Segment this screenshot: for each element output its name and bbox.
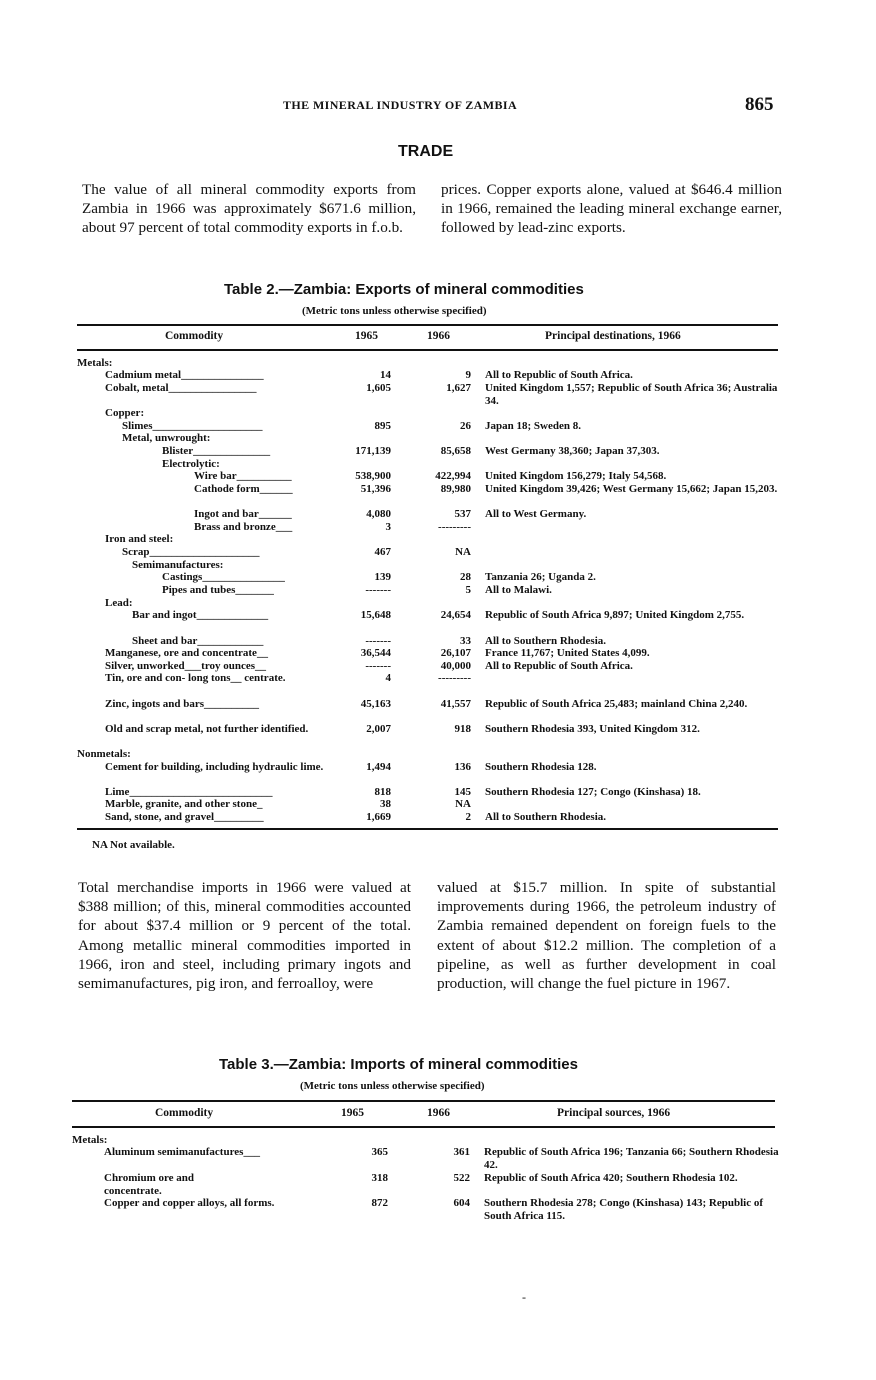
table2-top-rule [77, 324, 778, 326]
page-number: 865 [745, 94, 774, 115]
value-1965-cell: 45,163 [360, 698, 391, 710]
value-1966-cell: 41,557 [440, 698, 471, 710]
commodity-cell: Copper and copper alloys, all forms. [104, 1197, 275, 1209]
commodity-cell: Bar and ingot_____________ [132, 609, 269, 621]
value-1965-cell: 467 [374, 546, 391, 558]
commodity-cell: Cobalt, metal________________ [105, 382, 257, 394]
table2-col-1966: 1966 [427, 330, 450, 342]
table3-top-rule [72, 1100, 775, 1102]
value-1966-cell: 918 [454, 723, 471, 735]
destination-cell: Southern Rhodesia 278; Congo (Kinshasa) 143; Republic of South Africa 115. [484, 1197, 764, 1222]
destination-cell: All to Malawi. [485, 584, 552, 596]
destination-cell: Republic of South Africa 9,897; United Kingdom 2,755. [485, 609, 745, 621]
value-1966-cell: 604 [453, 1197, 470, 1209]
value-1966-cell: 2 [465, 811, 471, 823]
table2-caption: Table 2.—Zambia: Exports of mineral commodities [224, 281, 584, 298]
table2-body [77, 357, 782, 827]
commodity-cell: Aluminum semimanufactures___ [104, 1146, 260, 1158]
value-1966-cell: 361 [453, 1146, 470, 1158]
value-1965-cell: 872 [371, 1197, 388, 1209]
table3-col-1966: 1966 [427, 1107, 450, 1119]
commodity-cell: Cathode form______ [194, 483, 293, 495]
value-1966-cell: --------- [438, 521, 471, 533]
commodity-cell: Brass and bronze___ [194, 521, 293, 533]
commodity-cell: Ingot and bar______ [194, 508, 292, 520]
table3-caption: Table 3.—Zambia: Imports of mineral commodities [219, 1056, 578, 1073]
value-1965-cell: 895 [374, 420, 391, 432]
page-mark: - [522, 1290, 526, 1304]
value-1965-cell: 538,900 [355, 470, 391, 482]
destination-cell: Japan 18; Sweden 8. [485, 420, 581, 432]
commodity-cell: Iron and steel: [105, 533, 174, 545]
destination-cell: United Kingdom 1,557; Republic of South Africa 36; Australia 34. [485, 382, 778, 407]
value-1965-cell: 51,396 [360, 483, 391, 495]
value-1966-cell: 40,000 [440, 660, 471, 672]
table2-col-destinations: Principal destinations, 1966 [545, 330, 681, 342]
destination-cell: Southern Rhodesia 127; Congo (Kinshasa) 18. [485, 786, 701, 798]
value-1966-cell: 28 [460, 571, 471, 583]
running-title: THE MINERAL INDUSTRY OF ZAMBIA [283, 98, 518, 112]
imports-paragraph-left: Total merchandise imports in 1966 were valued at $388 million; of this, mineral commodities accounted for about $37.4 million or 9 percent of the total. Among metallic mineral commodities imported in 1966, iron and steel, including primary ingots and semimanufactures, pig iron, and ferroalloy, were [78, 879, 411, 993]
value-1966-cell: 24,654 [440, 609, 471, 621]
destination-cell: Republic of South Africa 25,483; mainland China 2,240. [485, 698, 748, 710]
table2-subcaption: (Metric tons unless otherwise specified) [302, 305, 487, 317]
destination-cell: Southern Rhodesia 393, United Kingdom 312. [485, 723, 700, 735]
commodity-cell: Sheet and bar____________ [132, 635, 264, 647]
value-1966-cell: 26,107 [440, 647, 471, 659]
table3-col-commodity: Commodity [155, 1107, 214, 1119]
value-1965-cell: 4 [385, 672, 391, 684]
value-1965-cell: 171,139 [355, 445, 391, 457]
commodity-cell: Castings_______________ [162, 571, 285, 583]
destination-cell: United Kingdom 39,426; West Germany 15,662; Japan 15,203. [485, 483, 778, 495]
commodity-cell: Marble, granite, and other stone_ [105, 798, 263, 810]
value-1965-cell: 14 [380, 369, 391, 381]
commodity-cell: Lime__________________________ [105, 786, 273, 798]
commodity-cell: Metals: [72, 1134, 108, 1146]
destination-cell: Southern Rhodesia 128. [485, 761, 597, 773]
commodity-cell: Old and scrap metal, not further identified. [105, 723, 309, 735]
value-1966-cell: 26 [460, 420, 471, 432]
value-1966-cell: 145 [454, 786, 471, 798]
value-1965-cell: ------- [365, 635, 391, 647]
value-1965-cell: 318 [371, 1172, 388, 1184]
value-1966-cell: 1,627 [446, 382, 471, 394]
value-1965-cell: 36,544 [360, 647, 391, 659]
commodity-cell: Sand, stone, and gravel_________ [105, 811, 264, 823]
destination-cell: All to Republic of South Africa. [485, 660, 633, 672]
value-1965-cell: 4,080 [366, 508, 391, 520]
table3-subcaption: (Metric tons unless otherwise specified) [300, 1080, 485, 1092]
value-1966-cell: 522 [453, 1172, 470, 1184]
destination-cell: United Kingdom 156,279; Italy 54,568. [485, 470, 667, 482]
commodity-cell: Tin, ore and con- long tons__ centrate. [105, 672, 286, 684]
destination-cell: All to West Germany. [485, 508, 587, 520]
commodity-cell: Lead: [105, 597, 133, 609]
destination-cell: All to Southern Rhodesia. [485, 635, 607, 647]
commodity-cell: Cadmium metal_______________ [105, 369, 264, 381]
commodity-cell: Silver, unworked___troy ounces__ [105, 660, 267, 672]
commodity-cell: Wire bar__________ [194, 470, 292, 482]
value-1965-cell: 1,669 [366, 811, 391, 823]
commodity-cell: Chromium ore and concentrate. [104, 1172, 195, 1197]
value-1965-cell: 1,605 [366, 382, 391, 394]
commodity-cell: Pipes and tubes_______ [162, 584, 274, 596]
table2-col-commodity: Commodity [165, 330, 224, 342]
commodity-cell: Electrolytic: [162, 458, 220, 470]
destination-cell: Tanzania 26; Uganda 2. [485, 571, 596, 583]
section-title: TRADE [398, 143, 454, 160]
value-1966-cell: 33 [460, 635, 471, 647]
table3-header-rule [72, 1126, 775, 1128]
table3-body [72, 1134, 777, 1244]
table2-footnote: NA Not available. [92, 839, 175, 851]
commodity-cell: Copper: [105, 407, 145, 419]
destination-cell: West Germany 38,360; Japan 37,303. [485, 445, 660, 457]
commodity-cell: Slimes____________________ [122, 420, 263, 432]
commodity-cell: Scrap____________________ [122, 546, 260, 558]
value-1966-cell: --------- [438, 672, 471, 684]
commodity-cell: Semimanufactures: [132, 559, 224, 571]
commodity-cell: Metals: [77, 357, 113, 369]
value-1966-cell: 9 [465, 369, 471, 381]
value-1966-cell: 422,994 [435, 470, 471, 482]
value-1966-cell: NA [455, 798, 471, 810]
value-1966-cell: 85,658 [440, 445, 471, 457]
value-1966-cell: 136 [454, 761, 471, 773]
destination-cell: All to Southern Rhodesia. [485, 811, 607, 823]
value-1965-cell: 1,494 [366, 761, 391, 773]
commodity-cell: Cement for building, including hydraulic lime. [105, 761, 324, 773]
value-1965-cell: 365 [371, 1146, 388, 1158]
commodity-cell: Manganese, ore and concentrate__ [105, 647, 268, 659]
value-1965-cell: 3 [385, 521, 391, 533]
commodity-cell: Nonmetals: [77, 748, 131, 760]
commodity-cell: Metal, unwrought: [122, 432, 211, 444]
table2-bottom-rule [77, 828, 778, 830]
table3-col-1965: 1965 [341, 1107, 364, 1119]
commodity-cell: Blister______________ [162, 445, 271, 457]
value-1965-cell: ------- [365, 584, 391, 596]
destination-cell: France 11,767; United States 4,099. [485, 647, 650, 659]
destination-cell: Republic of South Africa 420; Southern Rhodesia 102. [484, 1172, 738, 1184]
trade-paragraph-right: prices. Copper exports alone, valued at $646.4 million in 1966, remained the leading mineral exchange earner, followed by lead-zinc exports. [441, 181, 782, 237]
value-1966-cell: 5 [465, 584, 471, 596]
value-1965-cell: 818 [374, 786, 391, 798]
value-1965-cell: 38 [380, 798, 391, 810]
value-1965-cell: ------- [365, 660, 391, 672]
destination-cell: Republic of South Africa 196; Tanzania 66; Southern Rhodesia 42. [484, 1146, 779, 1171]
destination-cell: All to Republic of South Africa. [485, 369, 633, 381]
table3-col-sources: Principal sources, 1966 [557, 1107, 671, 1119]
value-1966-cell: NA [455, 546, 471, 558]
table2-header-rule [77, 349, 778, 351]
value-1965-cell: 139 [374, 571, 391, 583]
trade-paragraph-left: The value of all mineral commodity exports from Zambia in 1966 was approximately $671.6 million, about 97 percent of total commodity exports in f.o.b. [82, 181, 416, 237]
value-1965-cell: 15,648 [360, 609, 391, 621]
value-1966-cell: 537 [454, 508, 471, 520]
commodity-cell: Zinc, ingots and bars__________ [105, 698, 260, 710]
imports-paragraph-right: valued at $15.7 million. In spite of substantial improvements during 1966, the petroleum industry of Zambia remained dependent on foreign fuels to the extent of about $12.2 million. The completion of a pipeline, as well as further development in coal production, will change the fuel picture in 1967. [437, 879, 776, 993]
value-1965-cell: 2,007 [366, 723, 391, 735]
table2-col-1965: 1965 [355, 330, 378, 342]
value-1966-cell: 89,980 [440, 483, 471, 495]
